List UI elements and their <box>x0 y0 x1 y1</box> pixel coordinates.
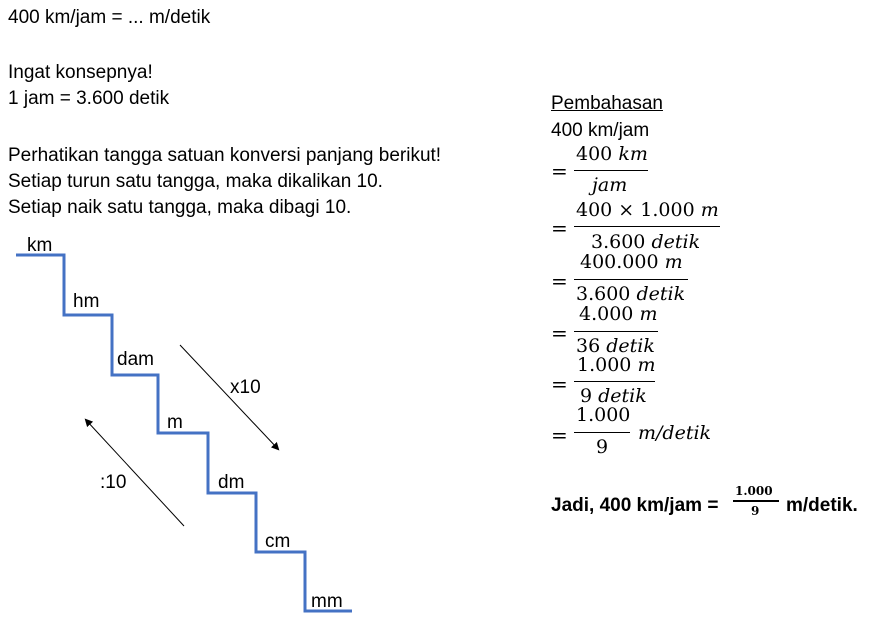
unit-km: km <box>27 235 53 256</box>
eq-sign-2: = <box>551 216 568 240</box>
solution-start: 400 km/jam <box>551 120 650 141</box>
eq-sign-4: = <box>551 321 568 345</box>
intro-down-rule: Setiap turun satu tangga, maka dikalikan 10. <box>8 171 383 192</box>
solution-heading: Pembahasan <box>551 93 663 114</box>
problem-statement: 400 km/jam = ... m/detik <box>8 7 211 28</box>
unit-hm: hm <box>73 291 100 312</box>
unit-dm: dm <box>218 472 245 493</box>
conclusion-text: Jadi, 400 km/jam = <box>551 495 719 516</box>
label-x10: x10 <box>230 377 261 398</box>
intro-ladder-note: Perhatikan tangga satuan konversi panjang berikut! <box>8 145 442 166</box>
ladder-steps <box>16 255 352 611</box>
unit-mm: mm <box>311 591 343 612</box>
unit-dam: dam <box>117 349 154 370</box>
unit-m: m <box>167 412 183 433</box>
label-div10: :10 <box>100 472 127 493</box>
eq-sign-5: = <box>551 372 568 396</box>
intro-up-rule: Setiap naik satu tangga, maka dibagi 10. <box>8 197 352 218</box>
final-unit: m/detik <box>638 422 712 444</box>
eq-sign-1: = <box>551 159 568 183</box>
intro-hour-fact: 1 jam = 3.600 detik <box>8 88 170 109</box>
unit-cm: cm <box>265 531 291 552</box>
eq-sign-3: = <box>551 269 568 293</box>
eq-sign-6: = <box>551 423 568 447</box>
intro-concept: Ingat konsepnya! <box>8 62 153 83</box>
conclusion-unit: m/detik. <box>786 495 858 516</box>
